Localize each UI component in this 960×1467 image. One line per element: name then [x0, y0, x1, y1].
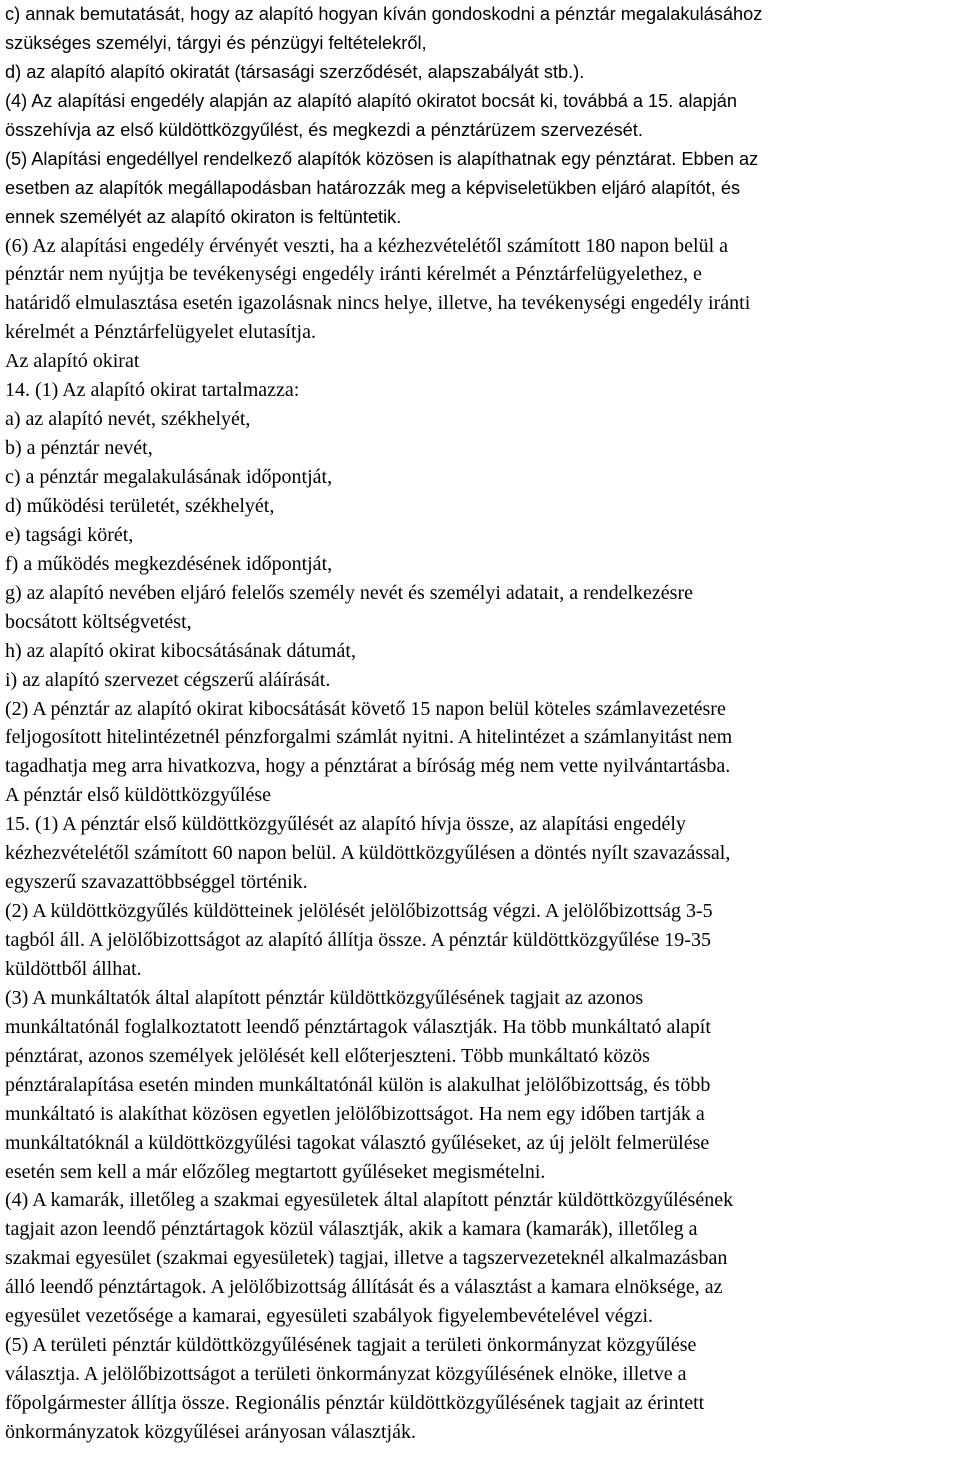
text-line: főpolgármester állítja össze. Regionális pénztár küldöttközgyűlésének tagjait az érintett [5, 1392, 705, 1414]
text-line: pénztár nem nyújtja be tevékenységi engedély iránti kérelmét a Pénztárfelügyelethez, e [5, 263, 702, 286]
text-line: b) a pénztár nevét, [5, 437, 153, 460]
text-line: d) az alapító alapító okiratát (társasági szerződését, alapszabályát stb.). [5, 61, 585, 82]
text-line: határidő elmulasztása esetén igazolásnak nincs helye, illetve, ha tevékenységi engedély iránti [5, 292, 751, 315]
text-line: (3) A munkáltatók által alapított pénztár küldöttközgyűlésének tagjait az azonos [5, 986, 644, 1009]
text-line: h) az alapító okirat kibocsátásának dátumát, [5, 639, 356, 662]
text-line: feljogosított hitelintézetnél pénzforgalmi számlát nyitni. A hitelintézet a számlanyitást nem [5, 726, 733, 749]
text-line: kérelmét a Pénztárfelügyelet elutasítja. [5, 321, 316, 344]
text-line: a) az alapító nevét, székhelyét, [5, 408, 251, 431]
text-line: ennek személyét az alapító okiraton is feltüntetik. [5, 206, 402, 227]
document-page [5, 0, 955, 1447]
text-line: pénztáralapítása esetén minden munkáltatónál külön is alakulhat jelölőbizottság, és több [5, 1073, 711, 1096]
text-line: munkáltatónál foglalkoztatott leendő pénztártagok választják. Ha több munkáltató alapít [5, 1015, 711, 1038]
text-line: g) az alapító nevében eljáró felelős személy nevét és személyi adatait, a rendelkezésre [5, 581, 693, 604]
text-line: egyszerű szavazattöbbséggel történik. [5, 871, 308, 894]
text-line: munkáltatóknál a küldöttközgyűlési tagokat választó gyűléseket, az új jelölt felmerülése [5, 1131, 710, 1154]
text-line: c) annak bemutatását, hogy az alapító hogyan kíván gondoskodni a pénztár megalakulásához [5, 4, 763, 24]
text-line: (5) Alapítási engedéllyel rendelkező alapítók közösen is alapíthatnak egy pénztárat. Ebben az [5, 148, 759, 169]
text-line: szükséges személyi, tárgyi és pénzügyi feltételekről, [5, 32, 427, 53]
text-line: bocsátott költségvetést, [5, 610, 192, 633]
text-line: összehívja az első küldöttközgyűlést, és megkezdi a pénztárüzem szervezését. [5, 119, 643, 140]
text-line: c) a pénztár megalakulásának időpontját, [5, 466, 333, 488]
text-line: 15. (1) A pénztár első küldöttközgyűlését az alapító hívja össze, az alapítási engedély [5, 813, 686, 836]
text-line: d) működési területét, székhelyét, [5, 494, 275, 517]
text-line: (4) A kamarák, illetőleg a szakmai egyesületek által alapított pénztár küldöttközgyűlésének [5, 1189, 734, 1212]
text-line: (4) Az alapítási engedély alapján az alapító alapító okiratot bocsát ki, továbbá a 15. alapján [5, 90, 738, 111]
text-line: tagból áll. A jelölőbizottságot az alapító állítja össze. A pénztár küldöttközgyűlése 19-35 [5, 929, 711, 951]
text-line: Az alapító okirat [5, 350, 140, 373]
text-line: munkáltató is alakíthat közösen egyetlen jelölőbizottságot. Ha nem egy időben tartják a [5, 1102, 705, 1125]
text-line: önkormányzatok közgyűlései arányosan választják. [5, 1420, 416, 1443]
text-line: (5) A területi pénztár küldöttközgyűlésének tagjait a területi önkormányzat közgyűlése [5, 1334, 697, 1357]
text-line: f) a működés megkezdésének időpontját, [5, 552, 333, 575]
text-line: választja. A jelölőbizottságot a területi önkormányzat közgyűlésének elnöke, illetve a [5, 1363, 687, 1386]
text-line: tagjait azon leendő pénztártagok közül választják, akik a kamara (kamarák), illetőleg a [5, 1218, 698, 1241]
text-line: i) az alapító szervezet cégszerű aláírását. [5, 668, 331, 691]
text-line: tagadhatja meg arra hivatkozva, hogy a pénztárat a bíróság még nem vette nyilvántartásba. [5, 755, 731, 778]
text-line: (6) Az alapítási engedély érvényét veszti, ha a kézhezvételétől számított 180 napon belül a [5, 234, 729, 257]
text-line: e) tagsági körét, [5, 523, 134, 546]
text-line: 14. (1) Az alapító okirat tartalmazza: [5, 379, 300, 402]
text-line: szakmai egyesület (szakmai egyesületek) tagjai, illetve a tagszervezeteknél alkalmazásban [5, 1247, 728, 1270]
text-line: pénztárat, azonos személyek jelölését kell előterjeszteni. Több munkáltató közös [5, 1044, 650, 1067]
text-line: (2) A pénztár az alapító okirat kibocsátását követő 15 napon belül köteles számlavezetésre [5, 697, 726, 720]
text-line: egyesület vezetősége a kamarai, egyesületi szabályok figyelembevételével végzi. [5, 1305, 654, 1328]
text-line: (2) A küldöttközgyűlés küldötteinek jelölését jelölőbizottság végzi. A jelölőbizottság 3-5 [5, 900, 713, 923]
text-line: esetben az alapítók megállapodásban határozzák meg a képviseletükben eljáró alapítót, és [5, 177, 741, 198]
text-line: álló leendő pénztártagok. A jelölőbizottság állítását és a választást a kamara elnöksége, az [5, 1276, 723, 1299]
text-line: esetén sem kell a már előzőleg megtartott gyűléseket megismételni. [5, 1160, 546, 1183]
text-line: küldöttből állhat. [5, 957, 142, 980]
text-line: kézhezvételétől számított 60 napon belül. A küldöttközgyűlésen a döntés nyílt szavazással, [5, 842, 731, 865]
text-line: A pénztár első küldöttközgyűlése [5, 784, 272, 807]
